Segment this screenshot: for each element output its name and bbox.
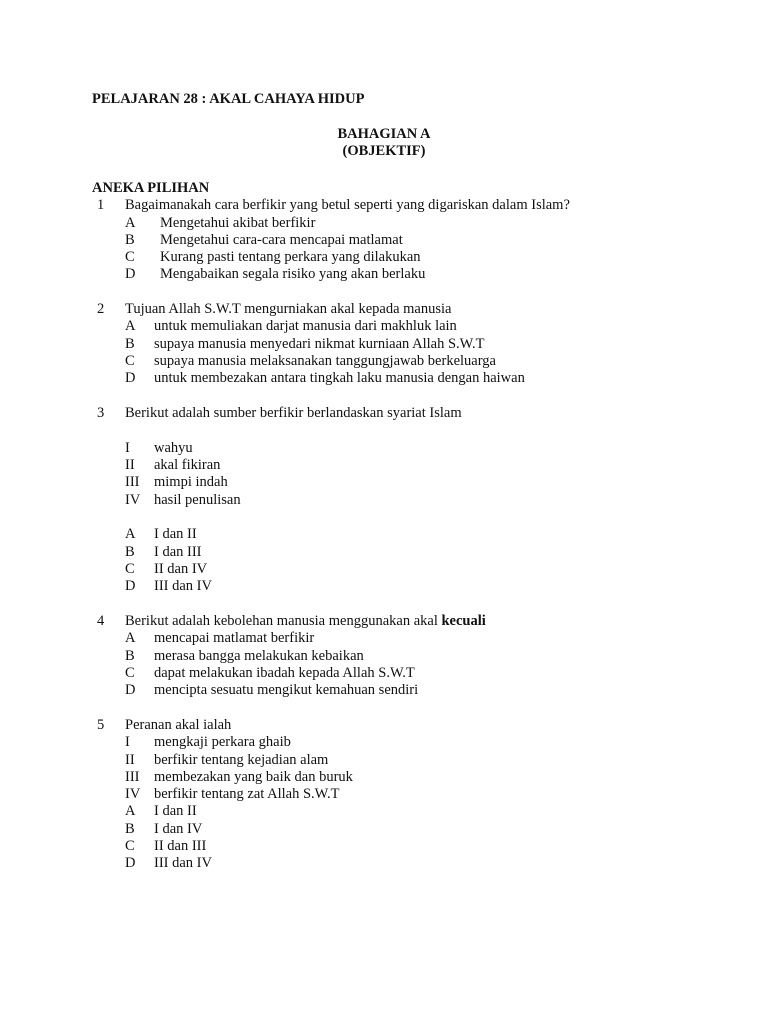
question-text: Berikut adalah sumber berfikir berlandaskan syariat Islam (125, 405, 462, 421)
option-letter: B (125, 232, 135, 248)
question-text: Bagaimanakah cara berfikir yang betul seperti yang digariskan dalam Islam? (125, 197, 570, 213)
question-text (125, 613, 486, 630)
option-text: I dan III (154, 544, 202, 560)
option-text: Mengabaikan segala risiko yang akan berlaku (160, 266, 426, 282)
statement-text: mimpi indah (154, 474, 228, 490)
statement-text: hasil penulisan (154, 492, 241, 508)
category-heading: ANEKA PILIHAN (92, 180, 210, 196)
option-text: supaya manusia melaksanakan tanggungjawab berkeluarga (154, 353, 496, 369)
question-text-plain: Berikut adalah kebolehan manusia menggunakan akal (125, 613, 442, 629)
option-text: dapat melakukan ibadah kepada Allah S.W.T (154, 665, 415, 681)
option-letter: C (125, 838, 135, 854)
question-number: 4 (97, 613, 105, 629)
question-number: 1 (97, 197, 105, 213)
question-text: Peranan akal ialah (125, 717, 232, 733)
option-letter: D (125, 266, 136, 282)
statement-numeral: IV (125, 492, 141, 508)
statement-text: wahyu (154, 440, 193, 456)
option-text: I dan II (154, 803, 197, 819)
statement-numeral: IV (125, 786, 141, 802)
option-text: Kurang pasti tentang perkara yang dilakukan (160, 249, 421, 265)
statement-text: berfikir tentang kejadian alam (154, 752, 329, 768)
option-letter: A (125, 215, 136, 231)
statement-numeral: III (125, 769, 140, 785)
option-letter: C (125, 665, 135, 681)
option-letter: A (125, 803, 136, 819)
question-text: Tujuan Allah S.W.T mengurniakan akal kepada manusia (125, 301, 452, 317)
option-text: supaya manusia menyedari nikmat kurniaan Allah S.W.T (154, 336, 485, 352)
option-letter: C (125, 353, 135, 369)
option-text: II dan III (154, 838, 207, 854)
option-text: II dan IV (154, 561, 208, 577)
option-text: Mengetahui cara-cara mencapai matlamat (160, 232, 403, 248)
statement-text: mengkaji perkara ghaib (154, 734, 291, 750)
option-letter: B (125, 336, 135, 352)
option-letter: B (125, 544, 135, 560)
option-letter: B (125, 648, 135, 664)
option-text: I dan II (154, 526, 197, 542)
option-letter: A (125, 630, 136, 646)
option-letter: B (125, 821, 135, 837)
section-title: BAHAGIAN A (337, 126, 431, 142)
option-text: I dan IV (154, 821, 203, 837)
question-text-emphasis: kecuali (441, 613, 486, 629)
option-letter: D (125, 855, 136, 871)
option-text: mencapai matlamat berfikir (154, 630, 315, 646)
option-text: merasa bangga melakukan kebaikan (154, 648, 364, 664)
statement-numeral: I (125, 440, 130, 456)
option-letter: A (125, 526, 136, 542)
option-text: III dan IV (154, 855, 212, 871)
question-number: 3 (97, 405, 105, 421)
option-letter: C (125, 249, 135, 265)
question-number: 2 (97, 301, 105, 317)
option-letter: A (125, 318, 136, 334)
option-letter: C (125, 561, 135, 577)
statement-numeral: I (125, 734, 130, 750)
statement-text: akal fikiran (154, 457, 221, 473)
option-letter: D (125, 682, 136, 698)
statement-text: berfikir tentang zat Allah S.W.T (154, 786, 340, 802)
option-text: III dan IV (154, 578, 212, 594)
option-letter: D (125, 370, 136, 386)
question-number: 5 (97, 717, 105, 733)
option-text: mencipta sesuatu mengikut kemahuan sendiri (154, 682, 419, 698)
statement-numeral: II (125, 457, 135, 473)
option-letter: D (125, 578, 136, 594)
statement-text: membezakan yang baik dan buruk (154, 769, 353, 785)
section-subtitle: (OBJEKTIF) (342, 143, 426, 159)
statement-numeral: II (125, 752, 135, 768)
lesson-title: PELAJARAN 28 : AKAL CAHAYA HIDUP (92, 91, 365, 107)
option-text: untuk membezakan antara tingkah laku manusia dengan haiwan (154, 370, 525, 386)
statement-numeral: III (125, 474, 140, 490)
option-text: untuk memuliakan darjat manusia dari makhluk lain (154, 318, 457, 334)
option-text: Mengetahui akibat berfikir (160, 215, 316, 231)
